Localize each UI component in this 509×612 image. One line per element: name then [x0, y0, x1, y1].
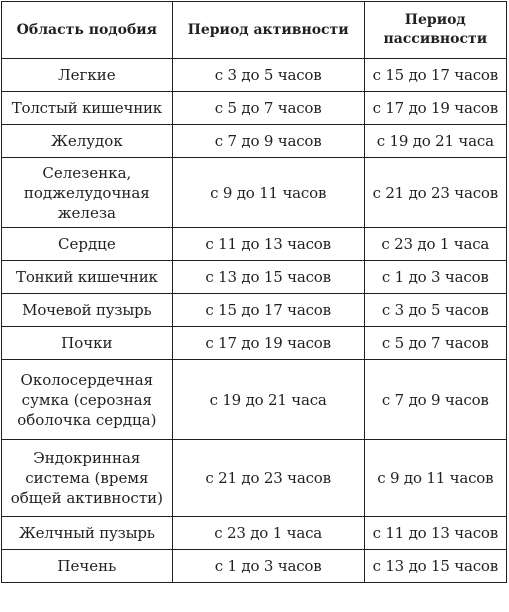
organ-cell: Тонкий кишечник: [2, 261, 173, 294]
table-row: [2, 294, 507, 327]
table-row: [2, 228, 507, 261]
organ-cell: Легкие: [2, 59, 173, 92]
organ-cell: Печень: [2, 550, 173, 583]
organ-cell: Околосердечная сумка (серозная оболочка сердца): [2, 360, 173, 440]
table-row: [2, 158, 507, 228]
passivity-cell: с 15 до 17 часов: [364, 59, 506, 92]
passivity-cell: с 11 до 13 часов: [364, 517, 506, 550]
passivity-cell: с 3 до 5 часов: [364, 294, 506, 327]
passivity-cell: с 23 до 1 часа: [364, 228, 506, 261]
organ-cell: Селезенка, поджелудочная железа: [2, 158, 173, 228]
passivity-cell: с 1 до 3 часов: [364, 261, 506, 294]
activity-cell: с 7 до 9 часов: [172, 125, 364, 158]
passivity-cell: с 17 до 19 часов: [364, 92, 506, 125]
organ-cell: Эндокринная система (время общей активности): [2, 440, 173, 517]
activity-cell: с 9 до 11 часов: [172, 158, 364, 228]
organ-cell: Сердце: [2, 228, 173, 261]
table-row: [2, 261, 507, 294]
organ-cell: Желудок: [2, 125, 173, 158]
organ-cell: Мочевой пузырь: [2, 294, 173, 327]
header-row: [2, 2, 507, 59]
table-row: [2, 360, 507, 440]
header-activity-period: Период активности: [172, 2, 364, 59]
table-row: [2, 327, 507, 360]
organ-activity-table: [1, 1, 507, 583]
table-row: [2, 125, 507, 158]
activity-cell: с 13 до 15 часов: [172, 261, 364, 294]
activity-cell: с 17 до 19 часов: [172, 327, 364, 360]
passivity-cell: с 19 до 21 часа: [364, 125, 506, 158]
table-header: [2, 2, 507, 59]
activity-cell: с 11 до 13 часов: [172, 228, 364, 261]
organ-cell: Желчный пузырь: [2, 517, 173, 550]
passivity-cell: с 5 до 7 часов: [364, 327, 506, 360]
activity-cell: с 15 до 17 часов: [172, 294, 364, 327]
organ-cell: Толстый кишечник: [2, 92, 173, 125]
header-passivity-period: Период пассивности: [364, 2, 506, 59]
header-area: Область подобия: [2, 2, 173, 59]
activity-cell: с 1 до 3 часов: [172, 550, 364, 583]
table-row: [2, 517, 507, 550]
table-row: [2, 92, 507, 125]
table-row: [2, 59, 507, 92]
table-row: [2, 550, 507, 583]
table-body: [2, 59, 507, 583]
activity-cell: с 23 до 1 часа: [172, 517, 364, 550]
passivity-cell: с 9 до 11 часов: [364, 440, 506, 517]
activity-cell: с 3 до 5 часов: [172, 59, 364, 92]
activity-cell: с 21 до 23 часов: [172, 440, 364, 517]
organ-cell: Почки: [2, 327, 173, 360]
passivity-cell: с 21 до 23 часов: [364, 158, 506, 228]
table-row: [2, 440, 507, 517]
passivity-cell: с 7 до 9 часов: [364, 360, 506, 440]
activity-cell: с 5 до 7 часов: [172, 92, 364, 125]
activity-cell: с 19 до 21 часа: [172, 360, 364, 440]
passivity-cell: с 13 до 15 часов: [364, 550, 506, 583]
